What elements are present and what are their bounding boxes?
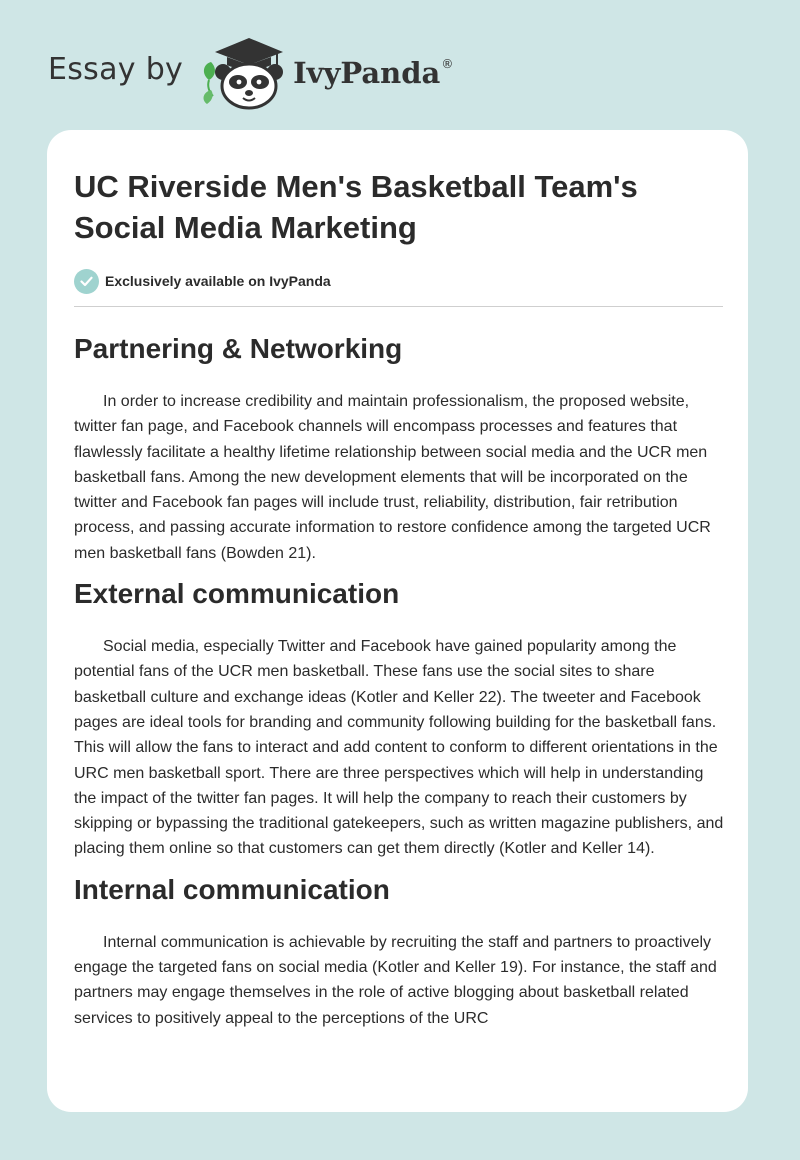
- section-heading-partnering: Partnering & Networking: [74, 333, 403, 364]
- registered-mark: ®: [441, 57, 454, 71]
- title-line-1: UC Riverside Men's Basketball Team's: [74, 169, 638, 204]
- page-title: [74, 166, 724, 248]
- brand-name[interactable]: IvyPanda®: [293, 56, 454, 90]
- divider: [74, 306, 723, 307]
- panda-graduate-logo-icon[interactable]: [197, 34, 287, 110]
- section-paragraph-internal: Internal communication is achievable by recruiting the staff and partners to proactively engage the targeted fans on social media (Kotler and Keller 19). For instance, the staff and partners may engage themselves in the role of active blogging about basketball related services to positively appeal to the perceptions of the URC: [74, 933, 717, 1027]
- section-paragraph-partnering: In order to increase credibility and maintain professionalism, the proposed website, twitter fan page, and Facebook channels will encompass processes and features that flawlessly facilitate a healthy lifetime relationship between social media and the UCR men basketball fans. Among the new development elements that will be incorporated on the twitter and Facebook fan pages will include trust, reliability, distribution, fair retribution process, and passing accurate information to restore confidence among the targeted UCR men basketball fans (Bowden 21).: [74, 393, 711, 562]
- badge-text: Exclusively available on IvyPanda: [105, 273, 331, 289]
- essay-content: [74, 166, 724, 1031]
- section-heading-external: External communication: [74, 578, 400, 610]
- site-header: [48, 34, 508, 110]
- title-line-2: Social Media Marketing: [74, 210, 417, 245]
- essay-by-label: Essay by: [48, 51, 184, 87]
- section-heading-internal: Internal communication: [74, 873, 390, 905]
- exclusive-badge: [74, 268, 724, 294]
- section-paragraph-external: Social media, especially Twitter and Facebook have gained popularity among the potential fans of the UCR men basketball. These fans use the social sites to share basketball culture and exchange ideas (Kotler and Keller 22). The tweeter and Facebook pages are ideal tools for branding and community following building for the basketball fans. This will allow the fans to interact and add content to conform to different orientations in the URC men basketball sport. There are three perspectives which will help in understanding the impact of the twitter fan pages. It will help the company to reach their customers by skipping or bypassing the traditional gatekeepers, such as written magazine publishers, and placing them online so that customers can get them directly (Kotler and Keller 14).: [74, 638, 724, 858]
- check-circle-icon: [74, 269, 99, 294]
- essay-card: [47, 130, 748, 1112]
